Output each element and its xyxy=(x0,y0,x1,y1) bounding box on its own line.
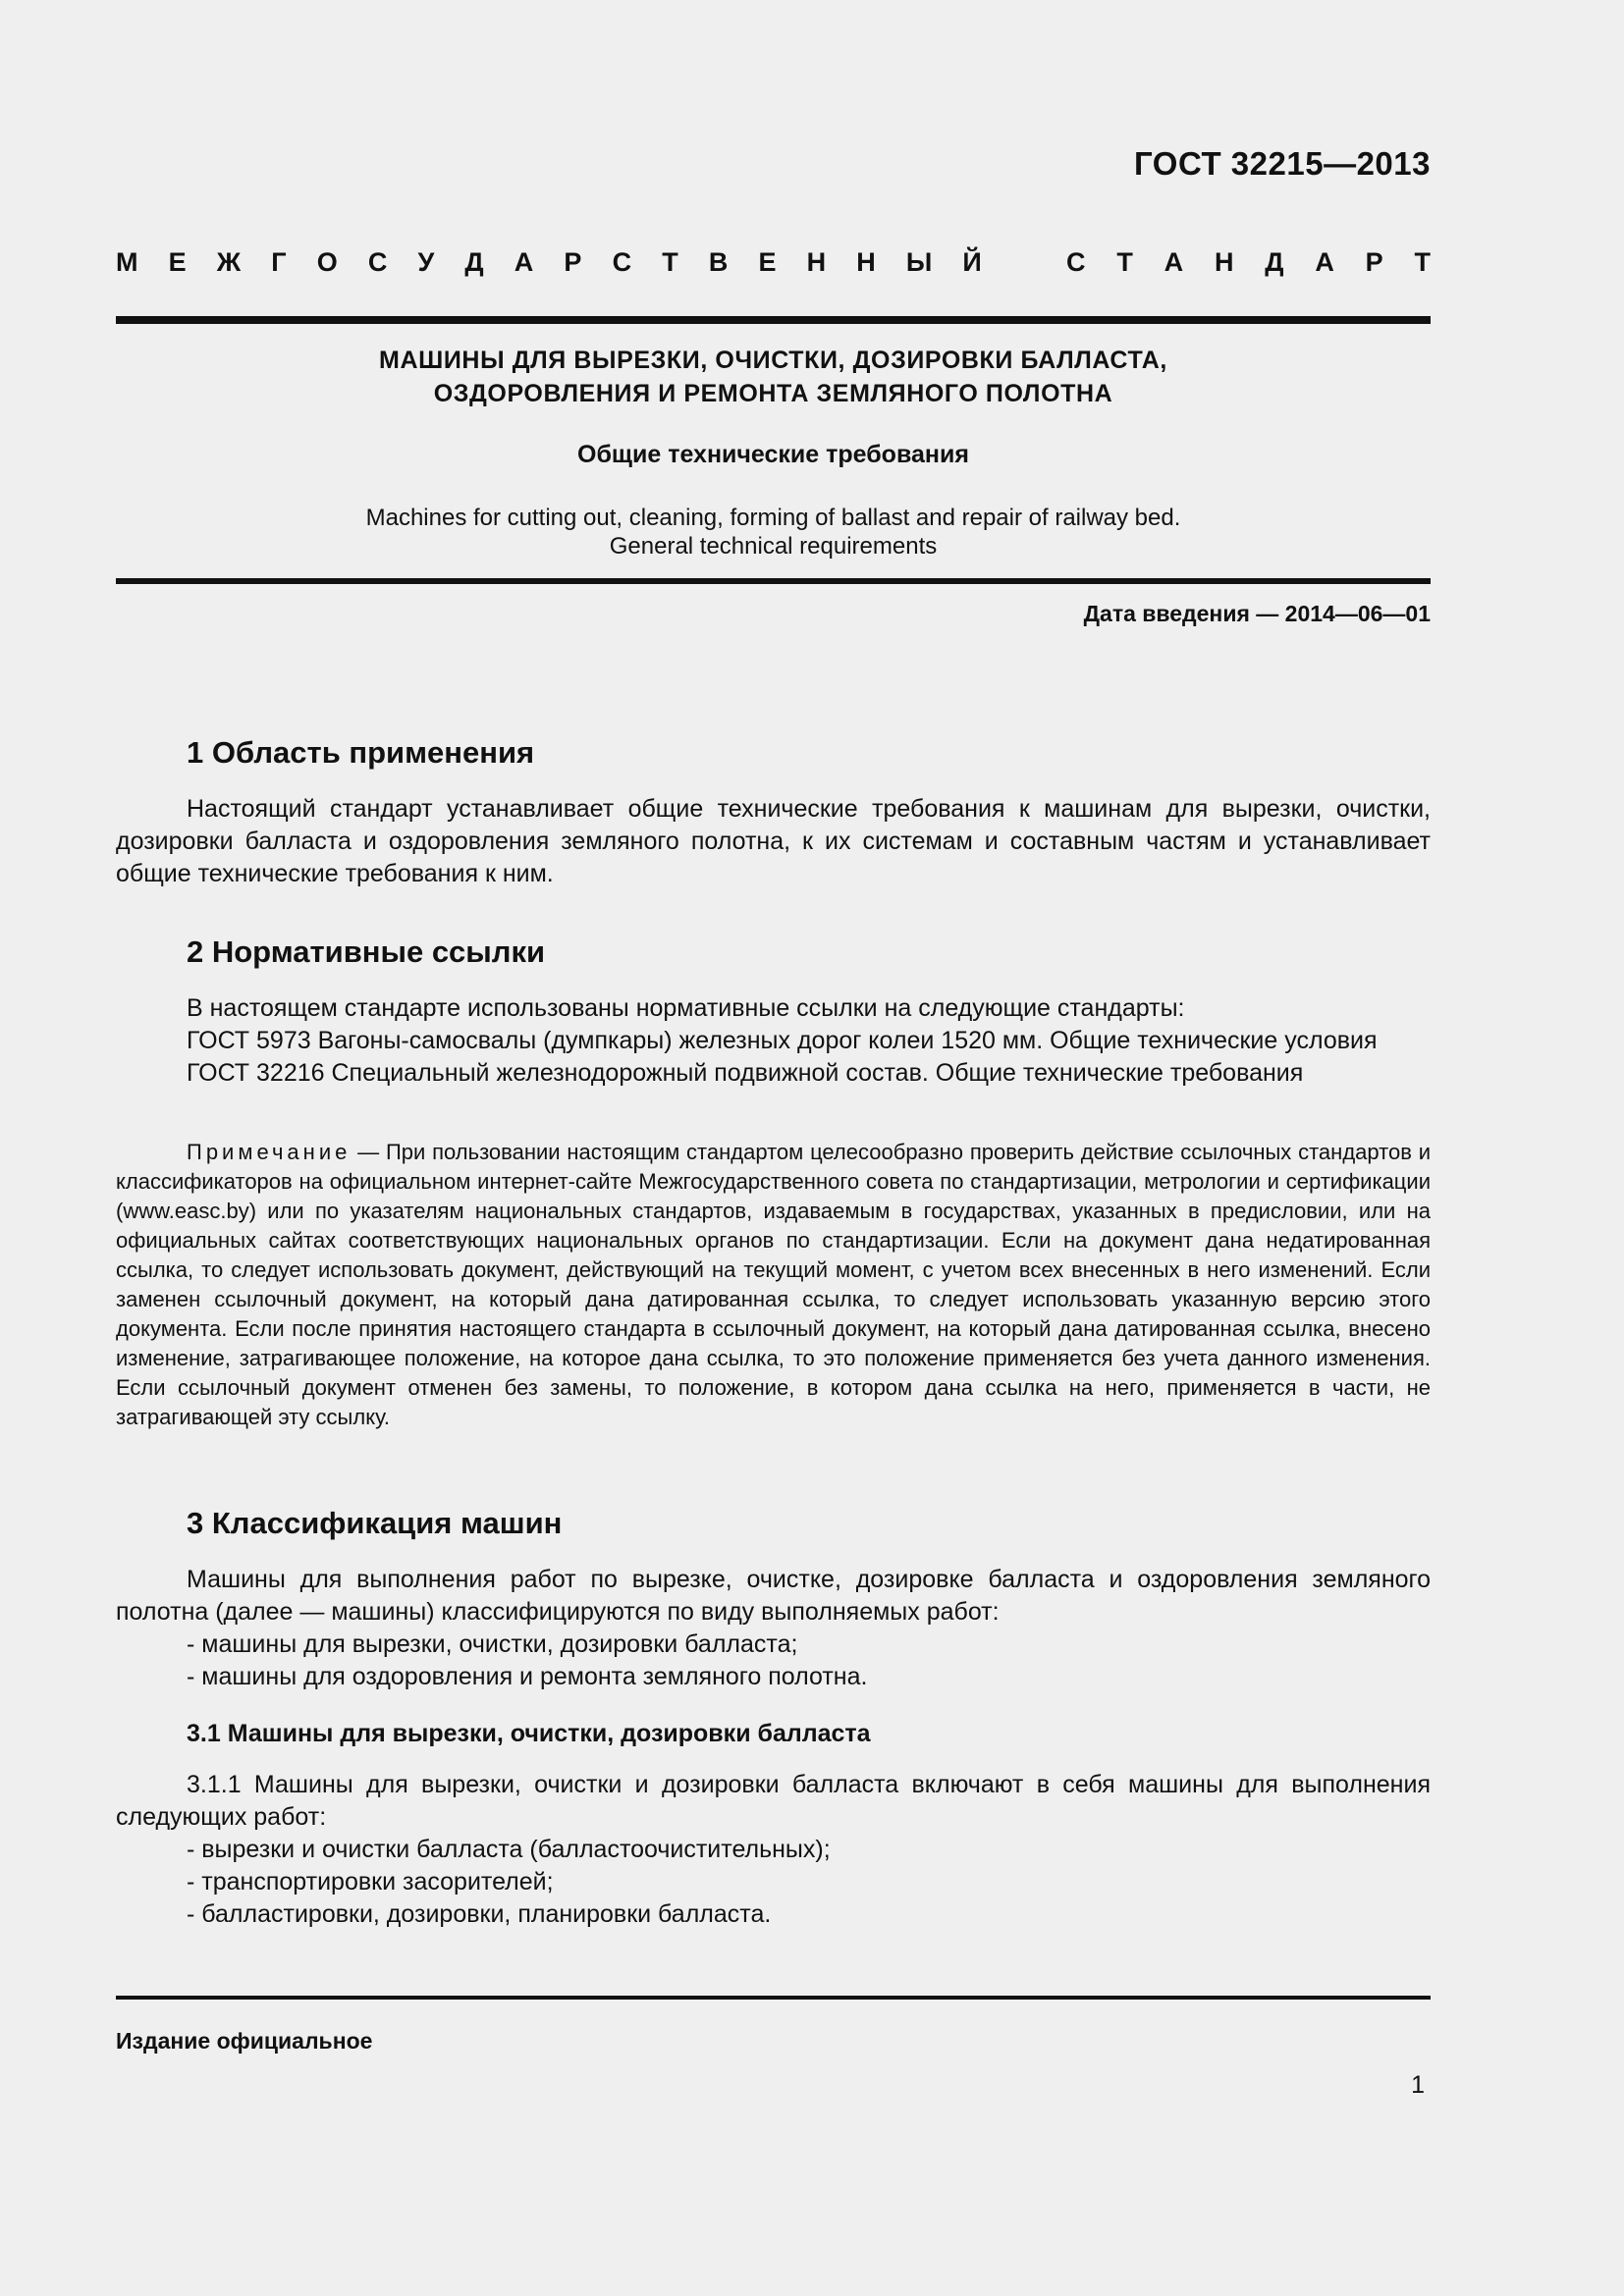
banner-letter: В xyxy=(708,247,729,277)
english-title-line: General technical requirements xyxy=(609,533,938,560)
banner-letter: Н xyxy=(856,247,876,277)
english-title-line: Machines for cutting out, cleaning, forming of ballast and repair of railway bed. xyxy=(365,505,1181,531)
standard-banner xyxy=(116,247,1431,278)
banner-letter: Д xyxy=(1265,247,1284,277)
paragraph: Настоящий стандарт устанавливает общие технические требования к машинам для вырезки, очистки, дозировки балласта и оздоровления земляного полотна, к их системам и составным частям и устанавливает общие технические требования к ним. xyxy=(116,795,1431,887)
paragraph: Машины для выполнения работ по вырезке, очистке, дозировке балласта и оздоровления земляного полотна (далее — машины) классифицируются по виду выполняемых работ: xyxy=(116,1566,1431,1626)
banner-letter: С xyxy=(1066,247,1086,277)
page-number: 1 xyxy=(1411,2071,1425,2099)
reference-item: ГОСТ 5973 Вагоны-самосвалы (думпкары) железных дорог колеи 1520 мм. Общие технические условия xyxy=(187,1027,1378,1054)
list-item: - транспортировки засорителей; xyxy=(187,1868,554,1896)
banner-word-interstate xyxy=(116,247,982,278)
banner-letter: А xyxy=(1315,247,1334,277)
note-label: Примечание xyxy=(187,1140,352,1164)
title-line: МАШИНЫ ДЛЯ ВЫРЕЗКИ, ОЧИСТКИ, ДОЗИРОВКИ БАЛЛАСТА, xyxy=(379,347,1167,374)
section-3-heading: 3 Классификация машин xyxy=(187,1506,563,1540)
note-text: — При пользовании настоящим стандартом целесообразно проверить действие ссылочных стандартов и классификаторов на официальном интернет-сайте Межгосударственного совета по стандартизации, метрологии и сертификации (www.easc.by) или по указателям национальных стандартов, издаваемым в государствах, указанных в предисловии, или на официальных сайтах соответствующих национальных органов по стандартизации. Если на документ дана недатированная ссылка, то следует использовать документ, действующий на текущий момент, с учетом всех внесенных в него изменений. Если заменен ссылочный документ, на который дана датированная ссылка, то следует использовать указанную версию этого документа. Если после принятия настоящего стандарта в ссылочный документ, на который дана датированная ссылка, внесено изменение, затрагивающее положение, на которое дана ссылка, то это положение применяется без учета данного изменения. Если ссылочный документ отменен без замены, то положение, в котором дана ссылка на него, применяется в части, не затрагивающей эту ссылку. xyxy=(116,1140,1431,1429)
banner-letter: Н xyxy=(1214,247,1234,277)
list-item: - машины для вырезки, очистки, дозировки балласта; xyxy=(187,1630,798,1658)
banner-letter: Р xyxy=(564,247,582,277)
banner-letter: У xyxy=(417,247,435,277)
banner-letter: Й xyxy=(962,247,982,277)
subsection-3-1-heading: 3.1 Машины для вырезки, очистки, дозировки балласта xyxy=(187,1720,871,1747)
banner-letter: Т xyxy=(1116,247,1133,277)
banner-letter: А xyxy=(514,247,534,277)
banner-letter: Ж xyxy=(216,247,242,277)
reference-item: ГОСТ 32216 Специальный железнодорожный подвижной состав. Общие технические требования xyxy=(187,1059,1304,1087)
section-1-heading: 1 Область применения xyxy=(187,735,535,770)
banner-letter: С xyxy=(367,247,388,277)
header-divider xyxy=(116,316,1431,324)
banner-letter: Е xyxy=(168,247,187,277)
title-divider xyxy=(116,578,1431,584)
footer-divider xyxy=(116,1996,1431,2000)
banner-letter: Н xyxy=(806,247,827,277)
english-title xyxy=(116,504,1431,561)
list-item: - машины для оздоровления и ремонта земляного полотна. xyxy=(187,1663,868,1690)
paragraph: 3.1.1 Машины для вырезки, очистки и дозировки балласта включают в себя машины для выполнения следующих работ: xyxy=(116,1771,1431,1831)
banner-letter: Ы xyxy=(905,247,933,277)
banner-letter: Е xyxy=(758,247,777,277)
subsection-3-1-body xyxy=(116,1769,1431,1931)
note-block xyxy=(116,1138,1431,1432)
banner-letter: Т xyxy=(662,247,678,277)
banner-letter: С xyxy=(612,247,632,277)
paragraph: В настоящем стандарте использованы нормативные ссылки на следующие стандарты: xyxy=(187,994,1185,1022)
section-2-heading: 2 Нормативные ссылки xyxy=(187,934,546,969)
section-2-body xyxy=(116,992,1431,1090)
list-item: - балластировки, дозировки, планировки балласта. xyxy=(187,1900,772,1928)
banner-letter: А xyxy=(1164,247,1184,277)
official-edition-label: Издание официальное xyxy=(116,2028,373,2054)
banner-letter: Г xyxy=(271,247,287,277)
banner-letter: Д xyxy=(464,247,484,277)
section-3-body xyxy=(116,1564,1431,1693)
document-title xyxy=(116,344,1431,410)
banner-word-standard xyxy=(1066,247,1431,278)
banner-letter: М xyxy=(116,247,138,277)
introduction-date: Дата введения — 2014—06—01 xyxy=(1083,601,1431,626)
banner-letter: Т xyxy=(1414,247,1431,277)
banner-letter: Р xyxy=(1365,247,1383,277)
list-item: - вырезки и очистки балласта (балластоочистительных); xyxy=(187,1836,831,1863)
section-1-text xyxy=(116,793,1431,890)
banner-letter: О xyxy=(316,247,338,277)
gost-code: ГОСТ 32215—2013 xyxy=(1134,145,1431,182)
document-subtitle: Общие технические требования xyxy=(577,441,969,468)
title-line: ОЗДОРОВЛЕНИЯ И РЕМОНТА ЗЕМЛЯНОГО ПОЛОТНА xyxy=(433,380,1113,407)
